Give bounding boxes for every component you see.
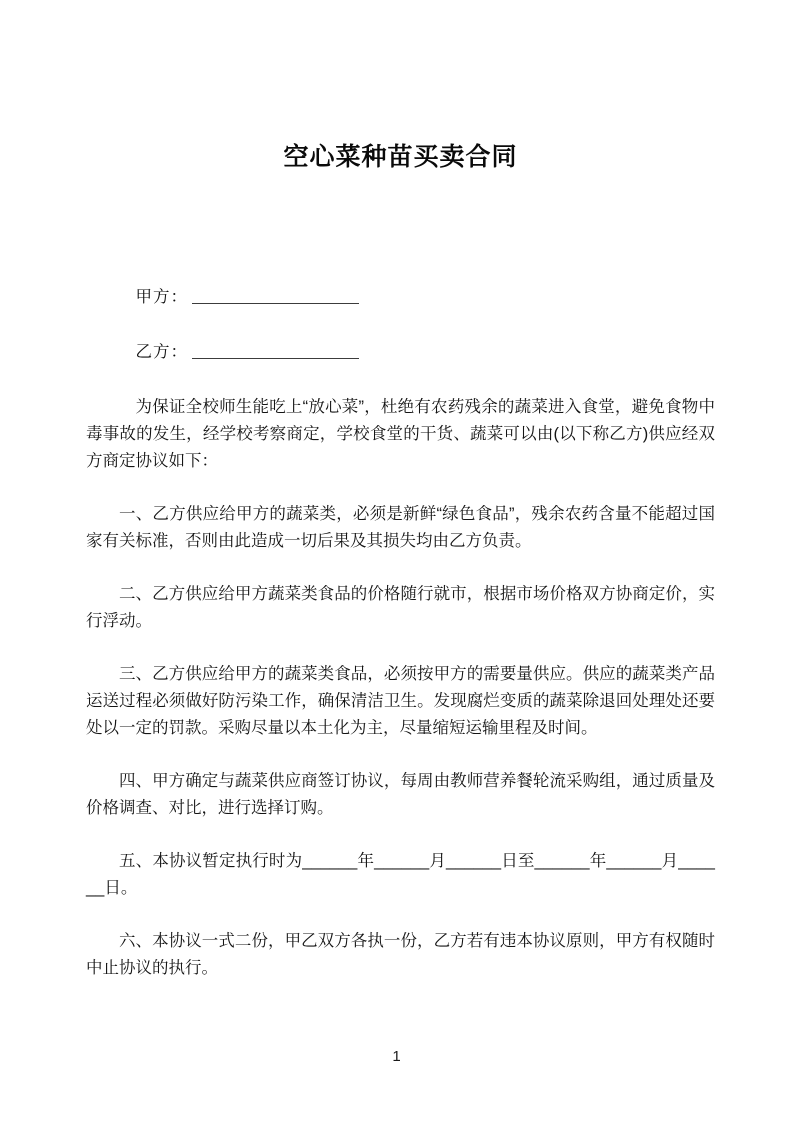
party-a-blank: [192, 290, 359, 304]
party-b-blank: [192, 345, 359, 359]
page-number: 1: [392, 1048, 401, 1065]
party-a-line: [86, 284, 715, 311]
clause-5: 五、本协议暂定执行时为______年______月______日至______年______月______日。: [86, 852, 715, 897]
clause-3: 三、乙方供应给甲方的蔬菜类食品，必须按甲方的需要量供应。供应的蔬菜类产品运送过程必须做好防污染工作，确保清洁卫生。发现腐烂变质的蔬菜除退回处理处还要处以一定的罚款。采购尽量以本土化为主，尽量缩短运输里程及时间。: [86, 665, 715, 737]
clause-2: 二、乙方供应给甲方蔬菜类食品的价格随行就市，根据市场价格双方协商定价，实行浮动。: [86, 585, 715, 630]
clause-1: 一、乙方供应给甲方的蔬菜类，必须是新鲜“绿色食品”，残余农药含量不能超过国家有关标准，否则由此造成一切后果及其损失均由乙方负责。: [86, 505, 715, 550]
intro-paragraph: 为保证全校师生能吃上“放心菜”，杜绝有农药残余的蔬菜进入食堂，避免食物中毒事故的发生，经学校考察商定，学校食堂的干货、蔬菜可以由(以下称乙方)供应经双方商定协议如下：: [86, 398, 715, 470]
party-a-label: 甲方：: [135, 288, 188, 306]
party-b-line: [86, 339, 715, 366]
party-b-label: 乙方：: [135, 343, 188, 361]
clause-6: 六、本协议一式二份，甲乙双方各执一份，乙方若有违本协议原则，甲方有权随时中止协议的执行。: [86, 932, 715, 977]
clause-4: 四、甲方确定与蔬菜供应商签订协议，每周由教师营养餐轮流采购组，通过质量及价格调查、对比，进行选择订购。: [86, 772, 715, 817]
document-title: 空心菜种苗买卖合同: [283, 143, 518, 171]
